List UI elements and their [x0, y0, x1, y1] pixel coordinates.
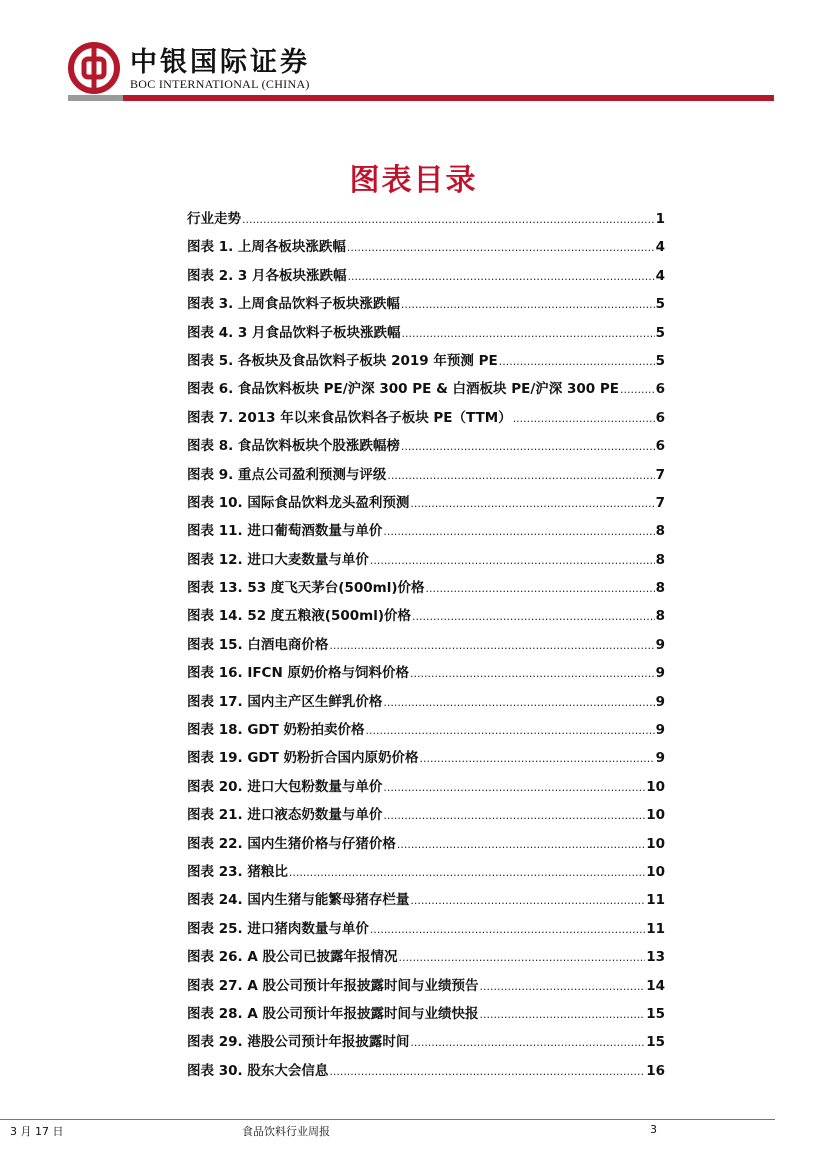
toc-entry-label[interactable]: 图表 18. GDT 奶粉拍卖价格	[187, 722, 365, 739]
toc-leader-dots	[412, 610, 655, 623]
toc-leader-dots	[426, 582, 655, 595]
toc-entry-label[interactable]: 图表 9. 重点公司盈利预测与评级	[187, 466, 387, 483]
toc-entry-page[interactable]: 5	[655, 324, 665, 341]
toc-entry[interactable]	[187, 974, 665, 1002]
toc-entry-page[interactable]: 6	[655, 438, 665, 455]
toc-entry[interactable]	[187, 1030, 665, 1058]
toc-entry[interactable]	[187, 860, 665, 888]
toc-entry-label[interactable]: 图表 8. 食品饮料板块个股涨跌幅榜	[187, 438, 400, 455]
toc-entry[interactable]	[187, 292, 665, 320]
toc-entry-page[interactable]: 9	[655, 750, 665, 767]
toc-entry[interactable]	[187, 463, 665, 491]
toc-leader-dots	[620, 383, 655, 396]
toc-entry-label[interactable]: 图表 10. 国际食品饮料龙头盈利预测	[187, 494, 410, 511]
toc-leader-dots	[348, 270, 655, 283]
toc-entry[interactable]	[187, 604, 665, 632]
toc-entry-page[interactable]: 8	[655, 551, 665, 568]
toc-entry-page[interactable]: 6	[655, 409, 665, 426]
toc-entry-page[interactable]: 8	[655, 523, 665, 540]
toc-entry[interactable]	[187, 746, 665, 774]
toc-entry-page[interactable]: 10	[646, 863, 665, 880]
toc-leader-dots	[383, 781, 645, 794]
toc-entry-page[interactable]: 9	[655, 636, 665, 653]
toc-entry-page[interactable]: 1	[655, 211, 665, 227]
toc-entry-label[interactable]: 图表 2. 3 月各板块涨跌幅	[187, 267, 347, 284]
toc-entry-label[interactable]: 图表 20. 进口大包粉数量与单价	[187, 778, 383, 795]
toc-entry-page[interactable]: 7	[655, 466, 665, 483]
toc-entry-label[interactable]: 图表 15. 白酒电商价格	[187, 636, 329, 653]
toc-entry[interactable]	[187, 1059, 665, 1087]
toc-entry-page[interactable]: 11	[646, 920, 665, 937]
toc-entry[interactable]	[187, 775, 665, 803]
toc-entry[interactable]	[187, 803, 665, 831]
toc-entry[interactable]	[187, 661, 665, 689]
toc-entry[interactable]	[187, 945, 665, 973]
toc-leader-dots	[370, 554, 655, 567]
toc-leader-dots	[410, 497, 654, 510]
toc-entry[interactable]	[187, 349, 665, 377]
toc-entry[interactable]	[187, 888, 665, 916]
toc-entry-page[interactable]: 8	[655, 608, 665, 625]
toc-entry[interactable]	[187, 519, 665, 547]
page-header	[0, 0, 827, 110]
toc-entry-label[interactable]: 图表 7. 2013 年以来食品饮料各子板块 PE（TTM）	[187, 409, 512, 426]
footer-date: 3 月 17 日	[10, 1125, 64, 1138]
toc-entry-page[interactable]: 4	[655, 239, 665, 256]
toc-entry[interactable]	[187, 264, 665, 292]
toc-leader-dots	[402, 327, 655, 340]
toc-entry-label[interactable]: 图表 16. IFCN 原奶价格与饲料价格	[187, 665, 409, 682]
boc-logo-icon	[68, 42, 120, 94]
toc-entry-page[interactable]: 6	[655, 381, 665, 398]
footer-page-number: 3	[650, 1123, 657, 1136]
toc-entry-label[interactable]: 图表 5. 各板块及食品饮料子板块 2019 年预测 PE	[187, 352, 498, 369]
toc-leader-dots	[329, 1065, 645, 1078]
toc-entry[interactable]	[187, 576, 665, 604]
toc-entry-label[interactable]: 图表 29. 港股公司预计年报披露时间	[187, 1034, 410, 1051]
toc-entry[interactable]	[187, 1002, 665, 1030]
toc-leader-dots	[499, 355, 655, 368]
toc-entry-page[interactable]: 7	[655, 494, 665, 511]
toc-entry-page[interactable]: 15	[646, 1034, 665, 1051]
toc-entry[interactable]	[187, 406, 665, 434]
toc-leader-dots	[401, 440, 655, 453]
toc-leader-dots	[383, 809, 645, 822]
toc-entry-page[interactable]: 10	[646, 835, 665, 852]
toc-entry[interactable]	[187, 207, 665, 235]
toc-leader-dots	[289, 866, 645, 879]
toc-leader-dots	[383, 525, 654, 538]
toc-leader-dots	[420, 752, 655, 765]
toc-entry-label[interactable]: 图表 13. 53 度飞天茅台(500ml)价格	[187, 580, 425, 597]
toc-leader-dots	[242, 213, 655, 226]
toc-leader-dots	[398, 951, 645, 964]
toc-entry[interactable]	[187, 633, 665, 661]
toc-entry-label[interactable]: 图表 4. 3 月食品饮料子板块涨跌幅	[187, 324, 401, 341]
toc-entry-label[interactable]: 图表 1. 上周各板块涨跌幅	[187, 239, 346, 256]
brand-name-en: BOC INTERNATIONAL (CHINA)	[130, 77, 310, 91]
toc-entry-label[interactable]: 图表 28. A 股公司预计年报披露时间与业绩快报	[187, 1005, 479, 1022]
toc-leader-dots	[479, 1008, 645, 1021]
header-rule-red	[123, 95, 774, 101]
footer-divider	[0, 1119, 775, 1120]
toc-entry-page[interactable]: 10	[646, 807, 665, 824]
toc-entry-label[interactable]: 图表 19. GDT 奶粉折合国内原奶价格	[187, 750, 419, 767]
toc-entry[interactable]	[187, 491, 665, 519]
toc-entry-label[interactable]: 图表 23. 猪粮比	[187, 863, 288, 880]
toc-entry-label[interactable]: 图表 11. 进口葡萄酒数量与单价	[187, 523, 383, 540]
toc-entry-label[interactable]: 图表 12. 进口大麦数量与单价	[187, 551, 369, 568]
toc-entry[interactable]	[187, 377, 665, 405]
toc-entry-page[interactable]: 8	[655, 580, 665, 597]
toc-leader-dots	[387, 469, 654, 482]
toc-entry-label[interactable]: 图表 26. A 股公司已披露年报情况	[187, 949, 398, 966]
toc-leader-dots	[383, 696, 654, 709]
toc-leader-dots	[366, 724, 655, 737]
toc-entry-label[interactable]: 图表 17. 国内主产区生鲜乳价格	[187, 693, 383, 710]
toc-entry-page[interactable]: 10	[646, 778, 665, 795]
toc-entry[interactable]	[187, 690, 665, 718]
toc-entry-page[interactable]: 9	[655, 693, 665, 710]
toc-leader-dots	[410, 667, 655, 680]
toc-entry-page[interactable]: 15	[646, 1005, 665, 1022]
toc-entry-page[interactable]: 5	[655, 296, 665, 313]
toc-list	[187, 207, 665, 1087]
toc-entry-label[interactable]: 图表 22. 国内生猪价格与仔猪价格	[187, 835, 396, 852]
toc-entry-page[interactable]: 4	[655, 267, 665, 284]
toc-entry-page[interactable]: 14	[646, 977, 665, 994]
toc-entry-page[interactable]: 16	[646, 1062, 665, 1079]
toc-entry-label[interactable]: 图表 24. 国内生猪与能繁母猪存栏量	[187, 892, 410, 909]
toc-entry[interactable]	[187, 718, 665, 746]
toc-entry-label[interactable]: 图表 27. A 股公司预计年报披露时间与业绩预告	[187, 977, 479, 994]
toc-entry-page[interactable]: 9	[655, 665, 665, 682]
toc-entry[interactable]	[187, 434, 665, 462]
toc-entry[interactable]	[187, 548, 665, 576]
toc-entry-label[interactable]: 图表 21. 进口液态奶数量与单价	[187, 807, 383, 824]
toc-entry-page[interactable]: 11	[646, 892, 665, 909]
toc-leader-dots	[347, 241, 655, 254]
header-rule-grey	[68, 95, 123, 101]
toc-entry-label[interactable]: 行业走势	[187, 211, 241, 227]
toc-entry-page[interactable]: 13	[646, 949, 665, 966]
toc-leader-dots	[401, 298, 655, 311]
toc-entry-label[interactable]: 图表 30. 股东大会信息	[187, 1062, 329, 1079]
toc-entry-label[interactable]: 图表 25. 进口猪肉数量与单价	[187, 920, 369, 937]
toc-leader-dots	[513, 412, 655, 425]
toc-entry-label[interactable]: 图表 14. 52 度五粮液(500ml)价格	[187, 608, 412, 625]
toc-leader-dots	[329, 639, 654, 652]
toc-leader-dots	[370, 923, 645, 936]
toc-leader-dots	[410, 1036, 645, 1049]
toc-entry-label[interactable]: 图表 3. 上周食品饮料子板块涨跌幅	[187, 296, 400, 313]
toc-entry[interactable]	[187, 321, 665, 349]
toc-entry[interactable]	[187, 917, 665, 945]
toc-leader-dots	[397, 838, 645, 851]
toc-entry[interactable]	[187, 235, 665, 263]
brand-name-cn: 中银国际证券	[130, 47, 310, 78]
toc-leader-dots	[410, 894, 645, 907]
toc-entry-page[interactable]: 9	[655, 722, 665, 739]
toc-entry-page[interactable]: 5	[655, 352, 665, 369]
toc-entry-label[interactable]: 图表 6. 食品饮料板块 PE/沪深 300 PE & 白酒板块 PE/沪深 300 PE	[187, 381, 619, 398]
footer-report-name: 食品饮料行业周报	[242, 1125, 330, 1138]
toc-leader-dots	[479, 980, 645, 993]
toc-entry[interactable]	[187, 832, 665, 860]
page-title: 图表目录	[349, 163, 478, 198]
